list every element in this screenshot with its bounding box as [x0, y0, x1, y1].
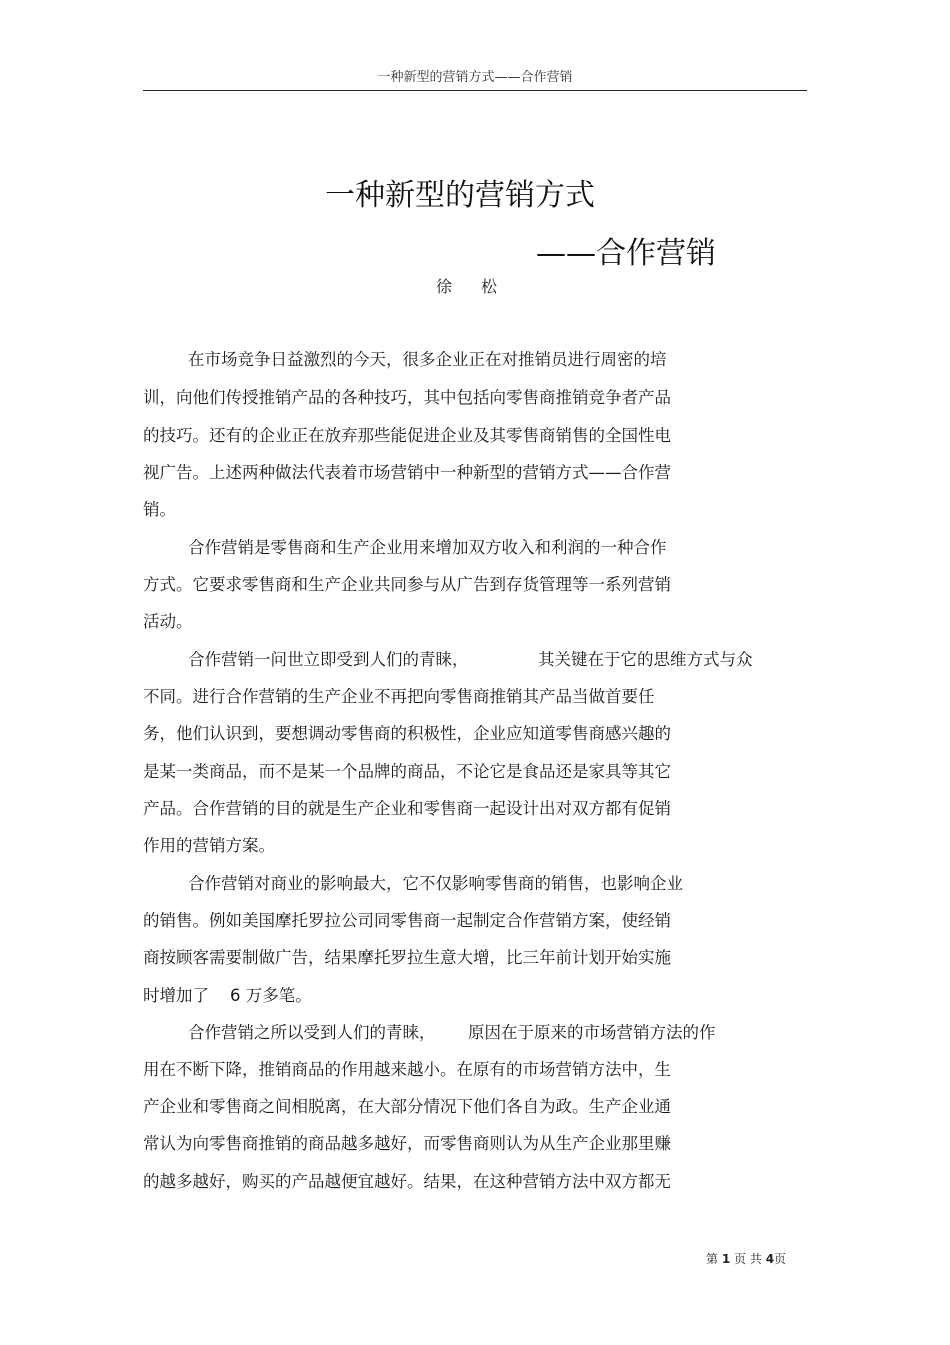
document-title: 一种新型的营销方式	[325, 178, 595, 213]
page-total: 4	[765, 1252, 775, 1266]
body-line: 合作营销一问世立即受到人们的青睐，	[188, 650, 469, 669]
footer-prefix: 第	[706, 1252, 719, 1266]
author: 徐 松	[435, 277, 510, 296]
page-footer	[706, 1250, 786, 1267]
body-line: 活动。	[143, 612, 193, 631]
body-line: 不同。进行合作营销的生产企业不再把向零售商推销其产品当做首要任	[143, 687, 655, 706]
body-line: 的销售。例如美国摩托罗拉公司同零售商一起制定合作营销方案，使经销	[143, 911, 671, 930]
footer-suffix: 页	[774, 1252, 787, 1266]
body-line: 的技巧。还有的企业正在放弃那些能促进企业及其零售商销售的全国性电	[143, 426, 671, 445]
body-line: 在市场竞争日益激烈的今天，很多企业正在对推销员进行周密的培	[188, 350, 667, 369]
running-header: 一种新型的营销方式——合作营销	[377, 70, 573, 85]
body-line: 合作营销对商业的影响最大，它不仅影响零售商的销售，也影响企业	[188, 874, 683, 893]
body-line: 原因在于原来的市场营销方法的作	[468, 1023, 716, 1042]
body-line: 其关键在于它的思维方式与众	[538, 650, 753, 669]
body-line: 的越多越好，购买的产品越便宜越好。结果，在这种营销方法中双方都无	[143, 1172, 671, 1191]
body-line: 商按顾客需要制做广告，结果摩托罗拉生意大增，比三年前计划开始实施	[143, 948, 671, 967]
body-line: 视广告。上述两种做法代表着市场营销中一种新型的营销方式——合作营	[143, 463, 671, 482]
page-number: 1	[721, 1252, 731, 1266]
body-line: 产品。合作营销的目的就是生产企业和零售商一起设计出对双方都有促销	[143, 799, 671, 818]
body-line: 是某一类商品，而不是某一个品牌的商品，不论它是食品还是家具等其它	[143, 762, 671, 781]
body-line: 用在不断下降，推销商品的作用越来越小。在原有的市场营销方法中，生	[143, 1060, 671, 1079]
body-line: 6 万多笔。	[230, 986, 312, 1005]
body-line: 时增加了	[143, 986, 209, 1005]
body-line: 合作营销之所以受到人们的青睐，	[188, 1023, 436, 1042]
body-line: 合作营销是零售商和生产企业用来增加双方收入和利润的一种合作	[188, 538, 667, 557]
document-subtitle: ——合作营销	[536, 236, 716, 271]
body-line: 销。	[143, 500, 176, 519]
header-rule	[143, 90, 807, 91]
body-line: 常认为向零售商推销的商品越多越好，而零售商则认为从生产企业那里赚	[143, 1134, 671, 1153]
body-line: 方式。它要求零售商和生产企业共同参与从广告到存货管理等一系列营销	[143, 575, 671, 594]
body-line: 务，他们认识到，要想调动零售商的积极性，企业应知道零售商感兴趣的	[143, 724, 671, 743]
body-line: 作用的营销方案。	[143, 836, 275, 855]
footer-middle: 页 共	[734, 1252, 762, 1266]
body-line: 训，向他们传授推销产品的各种技巧，其中包括向零售商推销竞争者产品	[143, 388, 671, 407]
body-line: 产企业和零售商之间相脱离，在大部分情况下他们各自为政。生产企业通	[143, 1097, 671, 1116]
